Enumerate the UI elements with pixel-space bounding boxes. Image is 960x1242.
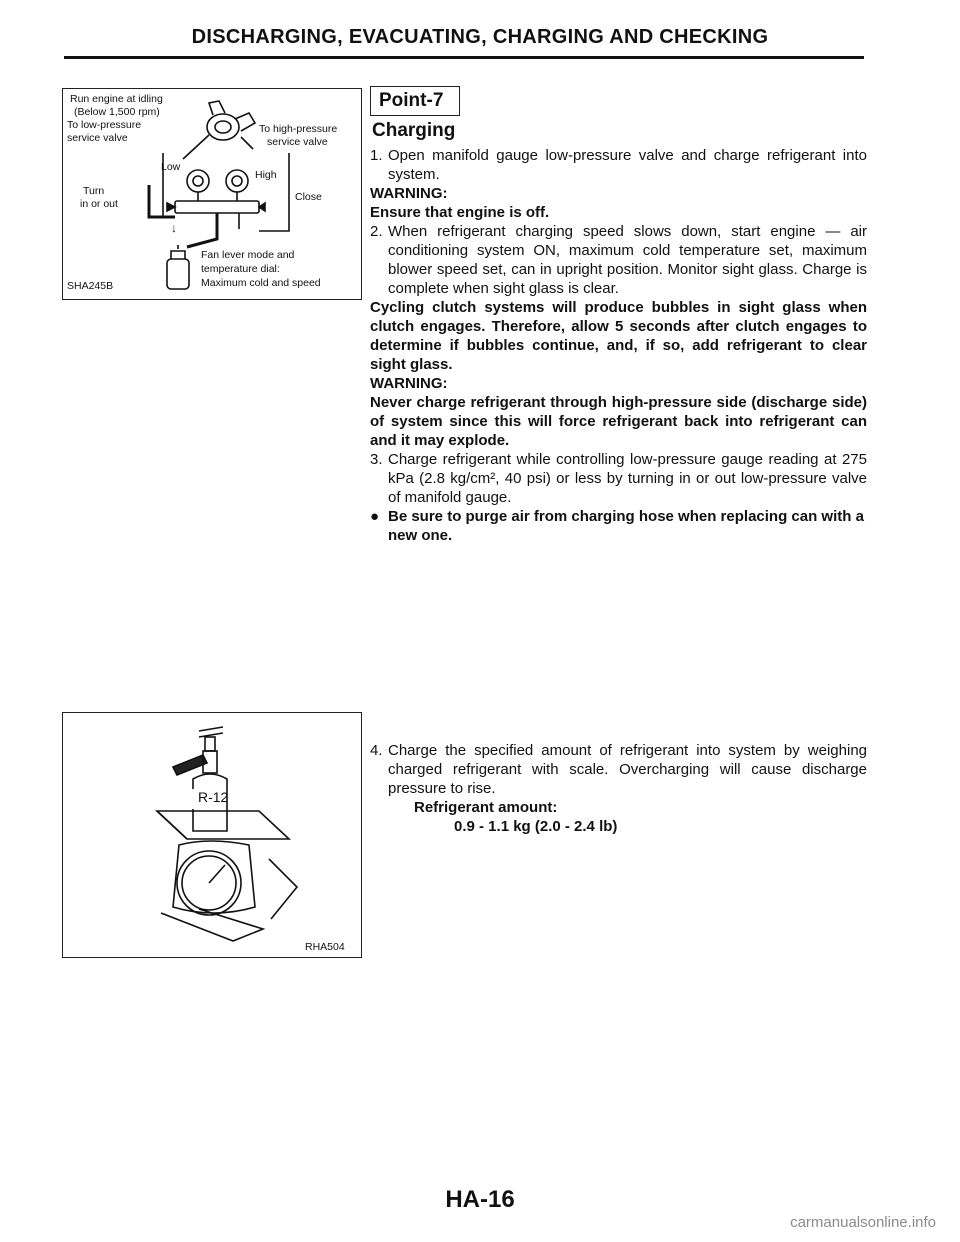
label-below-rpm: (Below 1,500 rpm) — [74, 106, 160, 118]
label-maximum-cold: Maximum cold and speed — [201, 277, 321, 289]
step-2-number: 2. — [370, 223, 383, 240]
step-1-text: Open manifold gauge low-pressure valve and charge refrigerant into system. — [388, 147, 867, 183]
label-high-service-valve: service valve — [267, 136, 328, 148]
step-1-number: 1. — [370, 147, 383, 164]
label-low: Low — [161, 161, 181, 173]
purge-air-bullet — [370, 507, 867, 545]
step-4-text: Charge the specified amount of refrigerant into system by weighing charged refrigerant with scale. Overcharging will cause discharge pressure to rise. — [388, 742, 867, 797]
header-rule — [64, 56, 864, 59]
label-in-or-out: in or out — [80, 198, 118, 210]
step-1 — [370, 146, 867, 184]
label-run-engine: Run engine at idling — [70, 93, 163, 105]
warning-2-label: WARNING: — [370, 375, 448, 392]
warning-1-label: WARNING: — [370, 185, 448, 202]
label-fan-lever: Fan lever mode and — [201, 249, 295, 261]
watermark: carmanualsonline.info — [790, 1214, 936, 1231]
label-to-high-pressure: To high-pressure — [259, 123, 338, 135]
warning-1-text: Ensure that engine is off. — [370, 204, 550, 221]
label-high: High — [255, 169, 277, 181]
scale-illustration — [63, 713, 361, 957]
can-label: R-12 — [198, 789, 229, 805]
step-2-text: When refrigerant charging speed slows down, start engine — air conditioning system ON, maximum cold temperature set, maximum blower speed set, can in upright position. Monitor sight glass. Charge is complete when sight glass is clear. — [388, 223, 867, 297]
svg-text:↓: ↓ — [171, 221, 177, 235]
charging-steps — [370, 146, 867, 545]
step-2 — [370, 222, 867, 298]
step-4-block — [370, 741, 867, 836]
refrigerant-amount-value: 0.9 - 1.1 kg (2.0 - 2.4 lb) — [454, 818, 618, 835]
page-number: HA-16 — [445, 1186, 515, 1213]
step-4 — [370, 741, 867, 798]
point-label: Point-7 — [379, 90, 444, 111]
label-close: Close — [295, 191, 322, 203]
label-low-service-valve: service valve — [67, 132, 128, 144]
refrigerant-amount-label: Refrigerant amount: — [414, 799, 558, 816]
page-header: DISCHARGING, EVACUATING, CHARGING AND CHECKING — [191, 26, 769, 48]
label-turn: Turn — [83, 185, 105, 197]
step-3-number: 3. — [370, 451, 383, 468]
figure-code: SHA245B — [67, 280, 114, 292]
step-3-text: Charge refrigerant while controlling low-pressure gauge reading at 275 kPa (2.8 kg/cm², 40 psi) or less by turning in or out low-pressure valve of manifold gauge. — [388, 451, 867, 506]
warning-2-text: Never charge refrigerant through high-pressure side (discharge side) of system since this will force refrigerant back into refrigerant can and it may explode. — [370, 394, 867, 449]
step-3 — [370, 450, 867, 507]
label-temperature-dial: temperature dial: — [201, 263, 280, 275]
figure-refrigerant-scale — [62, 712, 362, 958]
bullet-icon: ● — [370, 508, 380, 525]
figure-code: RHA504 — [305, 941, 345, 953]
purge-air-text: Be sure to purge air from charging hose when replacing can with a new one. — [388, 508, 864, 544]
cycling-clutch-note: Cycling clutch systems will produce bubbles in sight glass when clutch engages. Therefore, allow 5 seconds after clutch engages to determine if bubbles continue, and, if so, add refrigerant to clear sight glass. — [370, 299, 867, 373]
label-to-low-pressure: To low-pressure — [67, 119, 142, 131]
point-badge — [370, 86, 460, 116]
section-title: Charging — [372, 120, 456, 141]
step-4-number: 4. — [370, 742, 383, 759]
figure-manifold-gauge — [62, 88, 362, 300]
